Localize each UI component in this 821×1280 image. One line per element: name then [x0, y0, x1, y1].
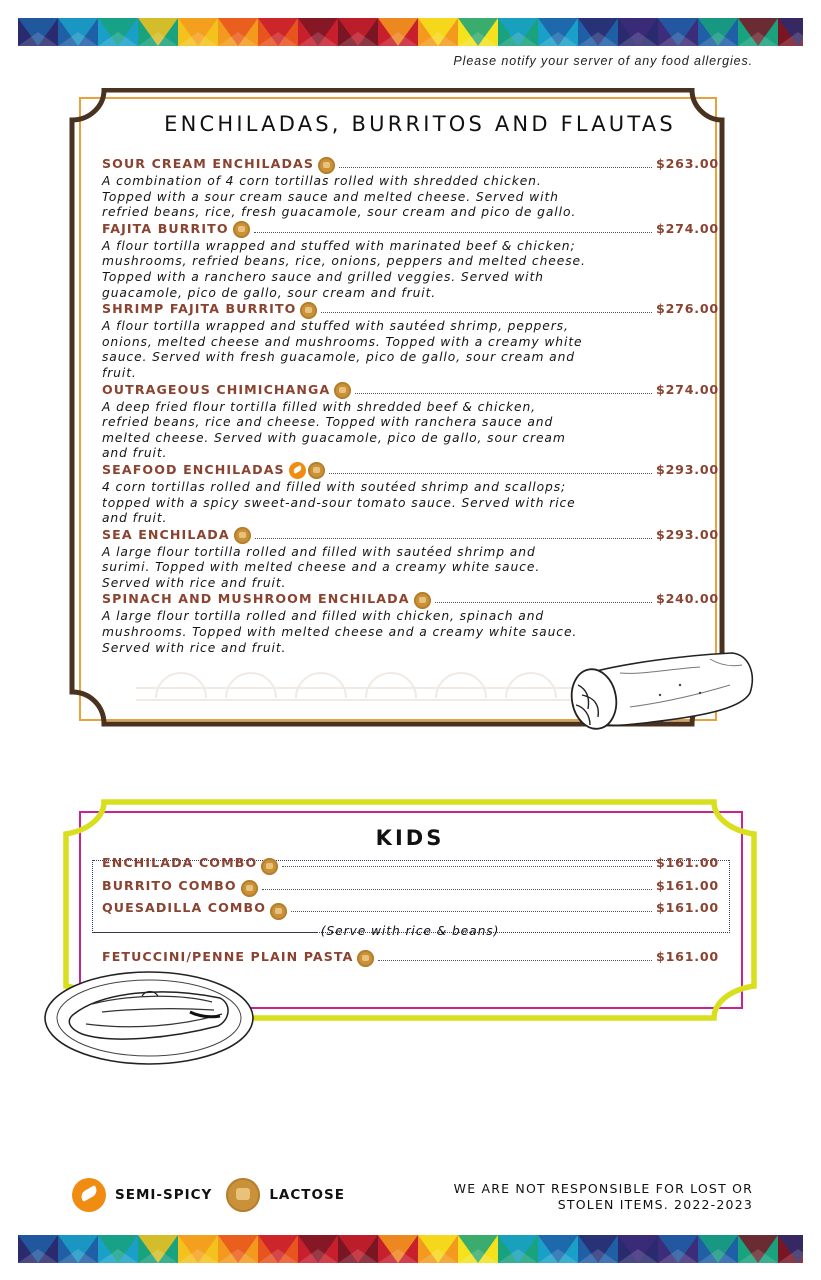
serve-note-row — [92, 924, 728, 938]
item-price: $161.00 — [656, 949, 719, 964]
allergy-notice: Please notify your server of any food allergies. — [453, 54, 753, 68]
dot-leader — [291, 911, 652, 912]
item-name: QUESADILLA COMBO — [102, 900, 267, 915]
item-description: 4 corn tortillas rolled and filled with soutéed shrimp and scallops; topped with a spicy sweet-and-sour tomato sauce. Served with rice and fruit. — [102, 479, 576, 526]
item-description: A flour tortilla wrapped and stuffed with marinated beef & chicken; mushrooms, refried beans, rice, onions, peppers and melted cheese. Topped with a ranchero sauce and grilled veggies. Served with guacamole, pico de gallo, sour cream and fruit. — [102, 238, 586, 300]
item-name: SEA ENCHILADA — [102, 526, 230, 542]
item-description: A large flour tortilla rolled and filled with sautéed shrimp and surimi. Topped with melted cheese and a creamy white sauce. Served with rice and fruit. — [102, 544, 541, 590]
item-price: $240.00 — [656, 591, 719, 607]
item-icons — [357, 950, 374, 967]
dot-leader — [262, 889, 652, 890]
dot-leader — [378, 960, 652, 961]
item-name: BURRITO COMBO — [102, 877, 237, 893]
menu-item — [102, 878, 719, 901]
item-icons — [300, 302, 317, 319]
item-name: OUTRAGEOUS CHIMICHANGA — [102, 381, 331, 397]
item-icons — [270, 903, 287, 920]
menu-item — [102, 900, 719, 923]
lactose-icon — [241, 880, 258, 897]
item-description: A large flour tortilla rolled and filled with chicken, spinach and mushrooms. Topped with melted cheese and a creamy white sauce. Served with rice and fruit. — [102, 609, 578, 655]
dot-leader — [254, 232, 652, 233]
item-icons — [318, 157, 335, 174]
section1-title: ENCHILADAS, BURRITOS AND FLAUTAS — [164, 112, 676, 136]
enchilada-plate-illustration — [42, 968, 257, 1070]
item-name: ENCHILADA COMBO — [102, 855, 258, 870]
lactose-icon — [233, 221, 250, 238]
item-price: $161.00 — [656, 900, 719, 915]
item-description: A combination of 4 corn tortillas rolled with shredded chicken. Topped with a sour cream sauce and melted cheese. Served with refried beans, rice, fresh guacamole, sour cream and pico de gallo. — [102, 174, 577, 220]
dot-leader — [282, 866, 652, 867]
legend-label-lactose: LACTOSE — [269, 1187, 345, 1203]
item-icons — [334, 382, 351, 399]
item-icons — [289, 462, 325, 479]
menu-item — [102, 949, 719, 967]
item-name: SOUR CREAM ENCHILADAS — [102, 156, 315, 171]
item-price: $263.00 — [656, 156, 719, 171]
footer-disclaimer: WE ARE NOT RESPONSIBLE FOR LOST OR STOLEN ITEMS. 2022-2023 — [453, 1181, 753, 1212]
menu-item — [102, 301, 719, 381]
item-price: $293.00 — [656, 461, 719, 477]
dot-leader — [329, 473, 652, 474]
menu-item — [102, 527, 719, 592]
lactose-icon — [357, 950, 374, 967]
item-name: SPINACH AND MUSHROOM ENCHILADA — [102, 591, 410, 607]
lactose-icon — [300, 302, 317, 319]
lactose-icon — [414, 592, 431, 609]
item-name: SHRIMP FAJITA BURRITO — [102, 301, 297, 317]
item-name: SEAFOOD ENCHILADAS — [102, 461, 285, 477]
lactose-icon — [270, 903, 287, 920]
item-icons — [234, 527, 251, 544]
lactose-icon — [318, 157, 335, 174]
section2-title: KIDS — [375, 826, 445, 850]
bottom-decorative-band — [18, 1235, 803, 1263]
item-icons — [241, 880, 258, 897]
lactose-icon — [226, 1178, 260, 1212]
top-decorative-band — [18, 18, 803, 46]
item-name: FAJITA BURRITO — [102, 220, 229, 236]
menu-item — [102, 382, 719, 462]
menu-item — [102, 855, 719, 878]
dot-leader — [321, 312, 652, 313]
item-price: $274.00 — [656, 220, 719, 236]
lactose-icon — [234, 527, 251, 544]
item-icons — [414, 592, 431, 609]
item-price: $161.00 — [656, 855, 719, 870]
section1-item-list — [102, 156, 719, 656]
item-name: FETUCCINI/PENNE PLAIN PASTA — [102, 949, 354, 964]
semi-spicy-icon — [72, 1178, 106, 1212]
legend-label-semi-spicy: SEMI-SPICY — [115, 1187, 213, 1203]
allergen-legend — [72, 1178, 345, 1212]
menu-item — [102, 221, 719, 301]
section2-item-list — [102, 855, 719, 923]
serve-note: (Serve with rice & beans) — [320, 924, 500, 938]
item-description: A flour tortilla wrapped and stuffed with sautéed shrimp, peppers, onions, melted cheese and mushrooms. Topped with a creamy white sauce. Served with fresh guacamole, pico de gallo, sour cream and fruit. — [102, 319, 583, 380]
burrito-illustration — [560, 645, 760, 737]
lactose-icon — [334, 382, 351, 399]
dot-leader — [339, 167, 652, 168]
item-price: $161.00 — [656, 877, 719, 893]
semi-spicy-icon — [289, 462, 306, 479]
item-description: A deep fried flour tortilla filled with shredded beef & chicken, refried beans, rice and cheese. Topped with ranchera sauce and melted cheese. Served with guacamole, pico de gallo, sour cream and fruit. — [102, 399, 566, 461]
item-price: $276.00 — [656, 301, 719, 317]
dot-leader — [255, 538, 652, 539]
item-icons — [233, 221, 250, 238]
menu-item — [102, 462, 719, 527]
item-price: $274.00 — [656, 381, 719, 397]
dot-leader — [435, 602, 652, 603]
lactose-icon — [308, 462, 325, 479]
item-price: $293.00 — [656, 526, 719, 542]
pasta-item — [102, 949, 719, 967]
dot-leader — [355, 393, 652, 394]
menu-item — [102, 156, 719, 221]
item-icons — [261, 858, 278, 875]
lactose-icon — [261, 858, 278, 875]
